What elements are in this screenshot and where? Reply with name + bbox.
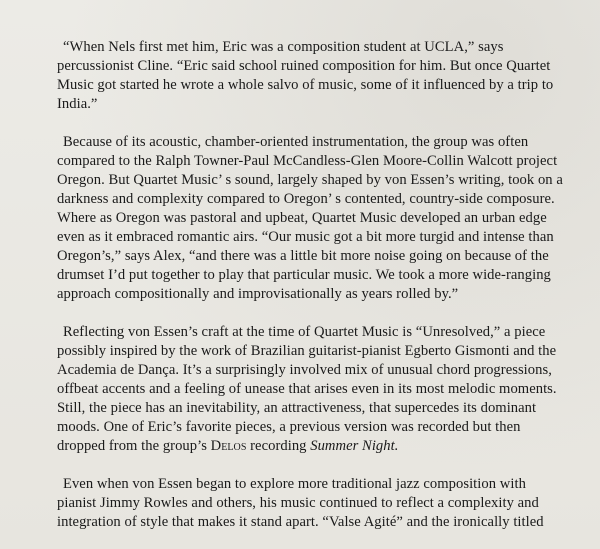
text-line: percussionist Cline. “Eric said school ruined composition for him. But once Quartet xyxy=(57,58,551,74)
text-line: Oregon’s,” says Alex, “and there was a little bit more noise going on because of the xyxy=(57,248,549,264)
text-line: pianist Jimmy Rowles and others, his music continued to reflect a complexity and xyxy=(57,495,539,511)
text-line: moods. One of Eric’s favorite pieces, a previous version was recorded but then xyxy=(57,419,521,435)
paragraph-1 xyxy=(57,38,577,114)
text-fragment: recording xyxy=(246,438,311,454)
text-line: Music got started he wrote a whole salvo of music, some of it influenced by a trip to xyxy=(57,77,554,93)
album-title: Summer Night. xyxy=(310,438,399,454)
record-label: Delos xyxy=(210,438,247,454)
text-line: integration of style that makes it stand apart. “Valse Agité” and the ironically titled xyxy=(57,514,544,530)
text-line: India.” xyxy=(57,96,98,112)
text-line: Because of its acoustic, chamber-oriented instrumentation, the group was often xyxy=(63,134,529,150)
text-line: compared to the Ralph Towner-Paul McCandless-Glen Moore-Collin Walcott project xyxy=(57,153,558,169)
paragraph-2 xyxy=(57,133,577,304)
paragraph-3 xyxy=(57,323,577,456)
text-line: even as it embraced romantic airs. “Our music got a bit more turgid and intense than xyxy=(57,229,554,245)
text-line: offbeat accents and a feeling of unease that arises even in its most melodic moments. xyxy=(57,381,557,397)
text-line: Academia de Dança. It’s a surprisingly involved mix of unusual chord progressions, xyxy=(57,362,552,378)
text-line: Oregon. But Quartet Music’ s sound, largely shaped by von Essen’s writing, took on a xyxy=(57,172,563,188)
paragraph-4 xyxy=(57,475,577,532)
text-fragment: dropped from the group’s xyxy=(57,438,211,454)
text-line: darkness and complexity compared to Oregon’ s contented, country-side composure. xyxy=(57,191,555,207)
text-line: approach compositionally and improvisationally as years rolled by.” xyxy=(57,286,459,302)
text-line: Even when von Essen began to explore more traditional jazz composition with xyxy=(63,476,526,492)
text-line: “When Nels first met him, Eric was a composition student at UCLA,” says xyxy=(63,39,504,55)
text-line xyxy=(57,437,577,456)
text-line: Where as Oregon was pastoral and upbeat, Quartet Music developed an urban edge xyxy=(57,210,547,226)
text-line: Still, the piece has an inevitability, an attractiveness, that supercedes its dominant xyxy=(57,400,537,416)
text-line: possibly inspired by the work of Brazilian guitarist-pianist Egberto Gismonti and the xyxy=(57,343,557,359)
text-line: drumset I’d put together to play that particular music. We took a more wide-ranging xyxy=(57,267,551,283)
text-line: Reflecting von Essen’s craft at the time of Quartet Music is “Unresolved,” a piece xyxy=(63,324,546,340)
article-body xyxy=(57,38,577,532)
